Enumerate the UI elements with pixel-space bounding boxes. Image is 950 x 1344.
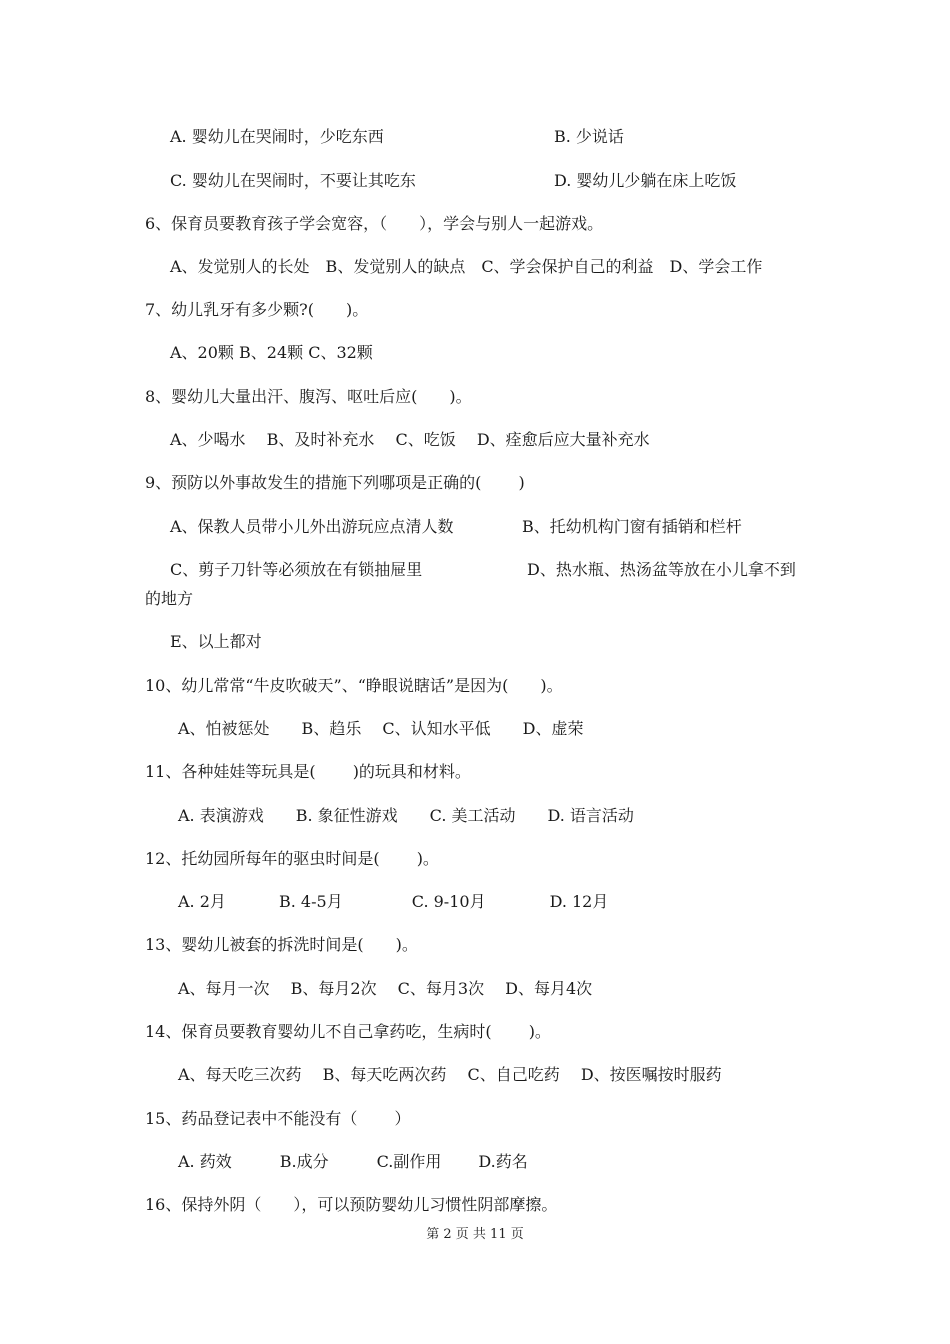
q5-option-d: D. 婴幼儿少躺在床上吃饭 — [554, 171, 737, 190]
q12-options: A. 2月 B. 4-5月 C. 9-10月 D. 12月 — [178, 892, 609, 911]
q5-option-c: C. 婴幼儿在哭闹时，不要让其吃东 — [170, 171, 416, 190]
q14-stem: 14、保育员要教育婴幼儿不自己拿药吃，生病时( )。 — [145, 1022, 551, 1041]
q15-options: A. 药效 B.成分 C.副作用 D.药名 — [178, 1152, 528, 1171]
q9-option-c: C、剪子刀针等必须放在有锁抽屉里 — [170, 560, 423, 579]
q13-options: A、每月一次 B、每月2次 C、每月3次 D、每月4次 — [178, 979, 593, 998]
q10-options: A、怕被惩处 B、趋乐 C、认知水平低 D、虚荣 — [178, 719, 584, 738]
q9-option-e: E、以上都对 — [170, 632, 262, 651]
q6-stem: 6、保育员要教育孩子学会宽容，（ ），学会与别人一起游戏。 — [145, 214, 604, 233]
q16-stem: 16、保持外阴（ ），可以预防婴幼儿习惯性阴部摩擦。 — [145, 1195, 558, 1214]
q11-stem: 11、各种娃娃等玩具是( )的玩具和材料。 — [145, 762, 471, 781]
q11-options: A. 表演游戏 B. 象征性游戏 C. 美工活动 D. 语言活动 — [178, 806, 634, 825]
q7-options: A、20颗 B、24颗 C、32颗 — [170, 343, 373, 362]
q9-option-b: B、托幼机构门窗有插销和栏杆 — [522, 517, 742, 536]
q5-option-b: B. 少说话 — [554, 127, 624, 146]
q9-option-d: D、热水瓶、热汤盆等放在小儿拿不到 — [527, 560, 796, 579]
q9-option-d-continued: 的地方 — [145, 589, 194, 608]
q8-stem: 8、婴幼儿大量出汗、腹泻、呕吐后应( )。 — [145, 387, 472, 406]
q9-stem: 9、预防以外事故发生的措施下列哪项是正确的( ) — [145, 473, 525, 492]
q12-stem: 12、托幼园所每年的驱虫时间是( )。 — [145, 849, 439, 868]
q13-stem: 13、婴幼儿被套的拆洗时间是( )。 — [145, 935, 418, 954]
q7-stem: 7、幼儿乳牙有多少颗?( )。 — [145, 300, 369, 319]
q9-option-a: A、保教人员带小儿外出游玩应点清人数 — [170, 517, 454, 536]
q5-option-a: A. 婴幼儿在哭闹时，少吃东西 — [170, 127, 384, 146]
q6-options: A、发觉别人的长处 B、发觉别人的缺点 C、学会保护自己的利益 D、学会工作 — [170, 257, 763, 276]
q10-stem: 10、幼儿常常“牛皮吹破天”、“睁眼说瞎话”是因为( )。 — [145, 676, 563, 695]
page-number-footer: 第 2 页 共 11 页 — [426, 1227, 524, 1242]
q14-options: A、每天吃三次药 B、每天吃两次药 C、自己吃药 D、按医嘱按时服药 — [178, 1065, 722, 1084]
q8-options: A、少喝水 B、及时补充水 C、吃饭 D、痊愈后应大量补充水 — [170, 430, 650, 449]
q15-stem: 15、药品登记表中不能没有（ ） — [145, 1109, 411, 1128]
